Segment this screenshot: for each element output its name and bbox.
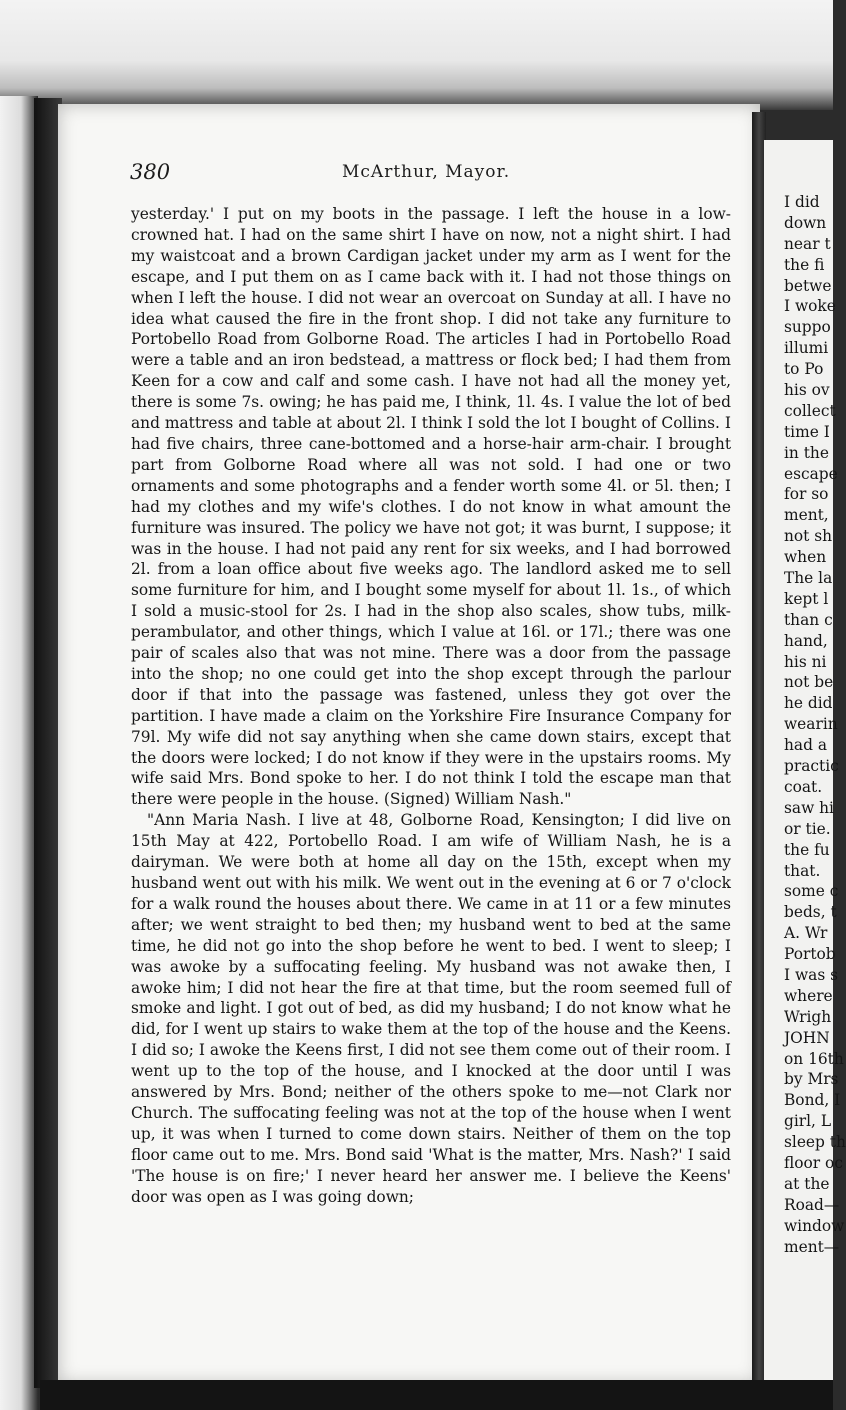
facing-page-text [784,192,846,1257]
page-number: 380 [130,160,171,184]
facing-page-line: sleep th [784,1133,846,1152]
facing-page-line: floor oc [784,1153,843,1172]
facing-page-line: than c [784,610,833,629]
facing-page-line: A. Wr [784,924,828,943]
facing-page-line: some c [784,882,839,901]
facing-page-line: had a [784,736,828,755]
facing-page-line: the fu [784,840,830,859]
facing-page-line: illumi [784,339,829,358]
facing-page-line: his ni [784,652,827,671]
facing-page-line: I was s [784,965,839,984]
facing-page-line: wearin [784,715,838,734]
facing-page-line: where [784,986,833,1005]
facing-page-line: beds, t [784,903,837,922]
facing-page-line: not be [784,673,834,692]
facing-page-line: I woke [784,297,836,316]
paragraph-william-nash-statement: yesterday.' I put on my boots in the passage. I left the house in a low-crowned hat. I had on the same shirt I have on now, not a night shirt. I had my waistcoat and a brown Cardigan jacket under my arm as I went for the escape, and I put them on as I came back with it. I had not those things on when I left the house. I did not wear an overcoat on Sunday at all. I have no idea what caused the fire in the front shop. I did not take any furniture to Portobello Road from Golborne Road. The articles I had in Portobello Road were a table and an iron bedstead, a mattress or flock bed; I had them from Keen for a cow and calf and some cash. I have not had all the money yet, there is some 7s. owing; he has paid me, I think, 1l. 4s. I value the lot of bed and mattress and table at about 2l. I think I sold the lot I bought of Collins. I had five chairs, three cane-bottomed and a horse-hair arm-chair. I brought part from Golborne Road where all was not sold. I had one or two ornaments and some photographs and a fender worth some 4l. or 5l. then; I had my clothes and my wife's clothes. I do not know in what amount the furniture was insured. The policy we have not got; it was burnt, I suppose; it was in the house. I had not paid any rent for six weeks, and I had borrowed 2l. from a loan office about five weeks ago. The landlord asked me to sell some furniture for him, and I bought some myself for about 1l. 1s., of which I sold a music-stool for 2s. I had in the shop also scales, show tubs, milk-perambulator, and other things, which I value at 16l. or 17l.; there was one pair of scales also that was not mine. There was a door from the passage into the shop; no one could get into the shop except through the parlour door if that into the passage was fastened, unless they got over the partition. I have made a claim on the Yorkshire Fire Insurance Company for 79l. My wife did not say anything when she came down stairs, except that the doors were locked; I do not know if they were in the upstairs rooms. My wife said Mrs. Bond spoke to her. I do not think I told the escape man that there were people in the house. (Signed) William Nash." [131,205,731,809]
facing-page-line: suppo [784,318,831,337]
facing-page-line: or tie. [784,819,831,838]
facing-page-line: in the [784,443,829,462]
facing-page-line: when [784,548,827,567]
facing-page-line: coat. [784,777,823,796]
facing-page-line: Bond, I [784,1091,841,1110]
facing-page-line: near t [784,234,831,253]
facing-page-line: on 16th [784,1049,844,1068]
facing-page-line: collect [784,401,836,420]
facing-page-line: at the [784,1174,830,1193]
facing-page-line: Portob [784,945,836,964]
facing-page-line: he did [784,694,833,713]
facing-page-line: down [784,213,827,232]
running-head: McArthur, Mayor. [342,162,511,182]
facing-page-line: ment— [784,1237,840,1256]
facing-page-line: The la [784,569,833,588]
facing-page-line: the fi [784,255,825,274]
facing-page-line: I did [784,193,820,211]
facing-page-line: girl, L [784,1112,832,1131]
facing-page-line: Wrigh [784,1007,832,1026]
scan-background-bottom [40,1380,833,1410]
facing-page-line: ment, [784,506,829,525]
facing-page-line: kept l [784,589,829,608]
paragraph-ann-maria-nash-statement: "Ann Maria Nash. I live at 48, Golborne Road, Kensington; I did live on 15th May at 422, Portobello Road. I am wife of William Nash, he is a dairyman. We were both at home all day on the 15th, except when my husband went out with his milk. We went out in the evening at 6 or 7 o'clock for a walk round the houses about there. We came in at 11 or a few minutes after; we went straight to bed then; my husband went to bed at the same time, he did not go into the shop before he went to bed. I went to sleep; I was awoke by a suffocating feeling. My husband was not awake then, I awoke him; I did not hear the fire at that time, but the room seemed full of smoke and light. I got out of bed, as did my husband; I do not know what he did, for I went up stairs to wake them at the top of the house and the Keens. I did so; I awoke the Keens first, I did not see them come out of their room. I went up to the top of the house, and I knocked at the door until I was answered by Mrs. Bond; neither of the others spoke to me—not Clark nor Church. The suffocating feeling was not at the top of the house when I went up, it was when I turned to come down stairs. Neither of them on the top floor came out to me. Mrs. Bond said 'What is the matter, Mrs. Nash?' I said 'The house is on fire;' I never heard her answer me. I believe the Keens' door was open as I was going down; [131,811,731,1206]
facing-page-line: hand, [784,631,828,650]
facing-page-line: window [784,1216,845,1235]
facing-page-line: JOHN [784,1028,830,1047]
facing-page-line: by Mrs [784,1070,839,1089]
scan-background-top [0,0,833,110]
facing-page-line: not sh [784,527,833,546]
facing-page-line: time I [784,422,830,441]
scan-background-left [0,96,38,1410]
facing-page-line: for so [784,485,829,504]
page-body [131,204,731,1208]
facing-page-line: betwe [784,276,832,295]
facing-page-line: Road— [784,1195,840,1214]
facing-page-line: to Po [784,360,824,379]
page-header [130,160,730,188]
facing-page-line: that. [784,861,821,880]
facing-page-line: saw hi [784,798,834,817]
facing-page-line: practic [784,757,839,776]
facing-page-line: escape [784,464,838,483]
facing-page-line: his ov [784,381,830,400]
